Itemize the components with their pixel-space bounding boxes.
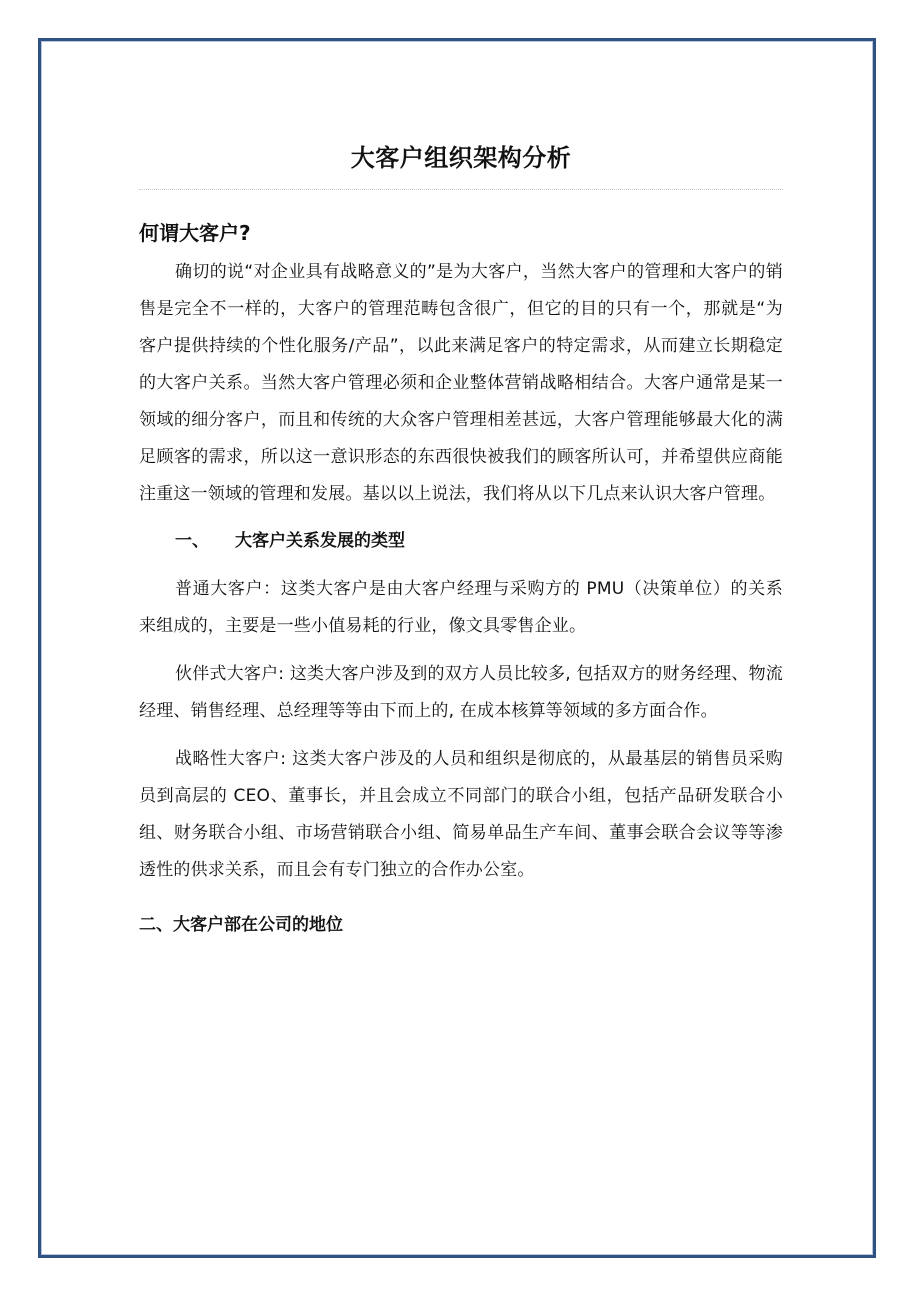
subsection-1-title: 大客户关系发展的类型 [235, 531, 405, 551]
type-paragraph-strategic: 战略性大客户: 这类大客户涉及的人员和组织是彻底的，从最基层的销售员采购员到高层的 CEO、董事长，并且会成立不同部门的联合小组，包括产品研发联合小组、财务联合小组、市场营销联合小组、简易单品生产车间、董事会联合会议等等渗透性的供求关系，而且会有专门独立的合作办公室。 [139, 749, 783, 880]
subsection-2-heading: 二、大客户部在公司的地位 [139, 915, 343, 935]
type-paragraph-partner: 伙伴式大客户: 这类大客户涉及到的双方人员比较多, 包括双方的财务经理、物流经理、销售经理、总经理等等由下而上的, 在成本核算等领域的多方面合作。 [139, 664, 783, 721]
type-paragraph-ordinary: 普通大客户：这类大客户是由大客户经理与采购方的 PMU（决策单位）的关系来组成的，主要是一些小值易耗的行业，像文具零售企业。 [139, 579, 783, 636]
title-divider [139, 189, 783, 190]
document-body [139, 130, 783, 944]
intro-paragraph: 确切的说“对企业具有战略意义的”是为大客户，当然大客户的管理和大客户的销售是完全不一样的，大客户的管理范畴包含很广，但它的目的只有一个，那就是“为客户提供持续的个性化服务/产品”，以此来满足客户的特定需求，从而建立长期稳定的大客户关系。当然大客户管理必须和企业整体营销战略相结合。大客户通常是某一领域的细分客户，而且和传统的大众客户管理相差甚远，大客户管理能够最大化的满足顾客的需求，所以这一意识形态的东西很快被我们的顾客所认可，并希望供应商能注重这一领域的管理和发展。基以以上说法，我们将从以下几点来认识大客户管理。 [139, 262, 783, 504]
subsection-1-heading [139, 523, 783, 560]
subsection-1-number: 一、 [175, 531, 209, 551]
section-heading: 何谓大客户? [139, 221, 251, 245]
document-title: 大客户组织架构分析 [350, 144, 572, 172]
